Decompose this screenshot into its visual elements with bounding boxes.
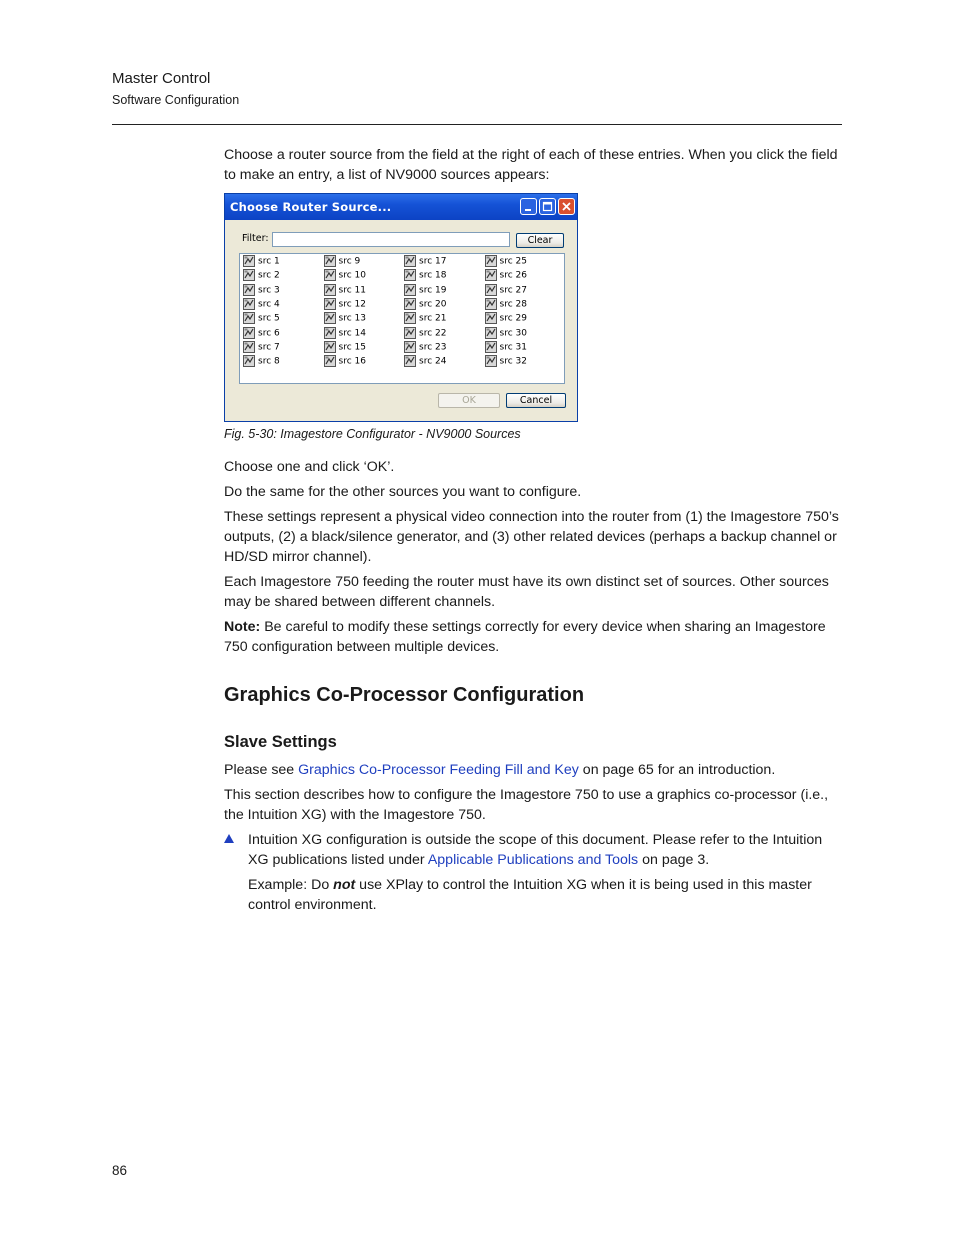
source-list-item[interactable] <box>485 269 527 283</box>
source-list-item[interactable] <box>243 298 280 312</box>
router-source-icon <box>243 269 255 281</box>
router-source-icon <box>404 341 416 353</box>
source-label: src 2 <box>258 270 280 281</box>
source-label: src 20 <box>419 299 447 310</box>
router-source-icon <box>404 269 416 281</box>
source-label: src 17 <box>419 256 447 267</box>
source-list-item[interactable] <box>243 355 280 369</box>
source-list-item[interactable] <box>404 355 446 369</box>
router-source-icon <box>485 298 497 310</box>
router-source-icon <box>404 284 416 296</box>
source-label: src 13 <box>338 313 366 324</box>
source-label: src 9 <box>338 256 361 267</box>
section-heading: Graphics Co-Processor Configuration <box>224 684 585 706</box>
filter-label: Filter: <box>242 233 269 244</box>
source-list-item[interactable] <box>324 355 366 369</box>
source-list-item[interactable] <box>404 312 446 326</box>
source-label: src 1 <box>258 256 280 267</box>
source-label: src 27 <box>499 285 527 296</box>
source-list-item[interactable] <box>243 312 280 326</box>
source-label: src 26 <box>499 270 527 281</box>
source-label: src 31 <box>499 342 527 353</box>
router-source-icon <box>243 312 255 324</box>
clear-button[interactable]: Clear <box>516 233 564 248</box>
minimize-icon <box>521 199 536 214</box>
router-source-icon <box>243 255 255 267</box>
dialog-title: Choose Router Source... <box>230 200 392 214</box>
router-source-icon <box>404 327 416 339</box>
source-list-item[interactable] <box>243 341 280 355</box>
source-list-item[interactable] <box>404 298 446 312</box>
source-list-item[interactable] <box>404 284 446 298</box>
source-label: src 8 <box>258 356 280 367</box>
source-list-item[interactable] <box>485 284 527 298</box>
router-source-icon <box>485 355 497 367</box>
router-source-icon <box>485 341 497 353</box>
router-source-icon <box>485 327 497 339</box>
source-list-item[interactable] <box>243 269 280 283</box>
ok-button[interactable]: OK <box>438 393 500 408</box>
paragraph-describes: This section describes how to configure the Imagestore 750 to use a graphics co-processor (i.e., the Intuition XG) with the Imagestore 750. <box>224 787 829 823</box>
source-label: src 23 <box>419 342 447 353</box>
source-list-item[interactable] <box>485 341 527 355</box>
body-text-block <box>224 457 842 657</box>
choose-router-source-dialog <box>224 193 578 422</box>
source-list-item[interactable] <box>404 341 446 355</box>
paragraph-distinct: Each Imagestore 750 feeding the router must have its own distinct set of sources. Other sources may be shared between different channels. <box>224 574 829 610</box>
source-label: src 10 <box>338 270 366 281</box>
figure-caption: Fig. 5-30: Imagestore Configurator - NV9000 Sources <box>224 427 521 441</box>
source-list-item[interactable] <box>485 298 527 312</box>
source-label: src 21 <box>419 313 447 324</box>
dialog-titlebar[interactable] <box>225 194 577 220</box>
example-text-after: use XPlay to control the Intuition XG when it is being used in this master control environment. <box>248 877 812 913</box>
source-label: src 19 <box>419 285 447 296</box>
source-list[interactable] <box>239 253 565 384</box>
router-source-icon <box>243 355 255 367</box>
router-source-icon <box>324 269 336 281</box>
paragraph-see <box>224 760 842 780</box>
source-list-item[interactable] <box>404 255 446 269</box>
router-source-icon <box>324 341 336 353</box>
router-source-icon <box>324 255 336 267</box>
router-source-icon <box>404 255 416 267</box>
close-icon <box>559 199 574 214</box>
source-label: src 5 <box>258 313 280 324</box>
source-label: src 28 <box>499 299 527 310</box>
bullet-text-before: Intuition XG configuration is outside the scope of this document. Please refer to the Intuition XG publications listed under <box>248 832 823 868</box>
router-source-icon <box>324 327 336 339</box>
source-label: src 14 <box>338 328 366 338</box>
header-rule <box>112 124 842 125</box>
note-label: Note: <box>224 619 261 635</box>
router-source-icon <box>404 298 416 310</box>
paragraph-settings: These settings represent a physical video connection into the router from (1) the Imagestore 750’s outputs, (2) a black/silence generator, and (3) other related devices (perhaps a backup channel or HD/SD mirror channel). <box>224 509 839 565</box>
source-label: src 12 <box>338 299 366 310</box>
router-source-icon <box>243 298 255 310</box>
source-list-item[interactable] <box>324 298 366 312</box>
source-list-item[interactable] <box>485 355 527 369</box>
router-source-icon <box>404 312 416 324</box>
paragraph-repeat: Do the same for the other sources you want to configure. <box>224 484 582 500</box>
source-label: src 15 <box>338 342 366 353</box>
router-source-icon <box>404 355 416 367</box>
source-list-item[interactable] <box>324 341 366 355</box>
source-list-item[interactable] <box>485 327 527 341</box>
note-text: Be careful to modify these settings correctly for every device when sharing an Imagestore 750 configuration between multiple devices. <box>224 619 826 655</box>
link-applicable-publications[interactable]: Applicable Publications and Tools <box>427 852 639 868</box>
bullet-block <box>248 830 842 915</box>
source-list-item[interactable] <box>324 312 366 326</box>
source-list-item[interactable] <box>324 255 361 269</box>
running-header-title: Master Control <box>112 70 211 87</box>
bullet-item <box>248 830 842 870</box>
source-label: src 3 <box>258 285 280 296</box>
source-list-item[interactable] <box>324 327 366 341</box>
source-list-item[interactable] <box>404 269 446 283</box>
source-label: src 18 <box>419 270 447 281</box>
minimize-button[interactable] <box>520 198 537 215</box>
source-label: src 30 <box>499 328 527 338</box>
close-button[interactable] <box>558 198 575 215</box>
maximize-icon <box>540 199 555 214</box>
source-label: src 25 <box>499 256 527 267</box>
source-label: src 16 <box>338 356 366 367</box>
router-source-icon <box>243 327 255 339</box>
router-source-icon <box>243 341 255 353</box>
source-list-item[interactable] <box>324 284 366 298</box>
router-source-icon <box>324 312 336 324</box>
example-text-before: Example: Do <box>248 877 334 893</box>
maximize-button[interactable] <box>539 198 556 215</box>
source-label: src 29 <box>499 313 527 324</box>
router-source-icon <box>485 312 497 324</box>
see-text-after: on page 65 for an introduction. <box>578 762 776 778</box>
source-label: src 6 <box>258 328 280 338</box>
router-source-icon <box>485 269 497 281</box>
source-list-item[interactable] <box>485 312 527 326</box>
source-label: src 22 <box>419 328 447 338</box>
source-label: src 24 <box>419 356 447 367</box>
router-source-icon <box>485 255 497 267</box>
running-header-subtitle: Software Configuration <box>112 93 240 107</box>
page-number: 86 <box>112 1163 128 1178</box>
intro-paragraph <box>224 145 842 185</box>
intro-text: Choose a router source from the field at the right of each of these entries. When you click the field to make an entry, a list of NV9000 sources appears: <box>224 147 838 183</box>
source-label: src 4 <box>258 299 280 310</box>
slave-settings-block <box>224 760 842 825</box>
source-list-item[interactable] <box>324 269 366 283</box>
filter-input[interactable] <box>272 232 510 247</box>
source-label: src 32 <box>499 356 527 367</box>
router-source-icon <box>485 284 497 296</box>
bullet-text-after: on page 3. <box>638 852 710 868</box>
router-source-icon <box>324 298 336 310</box>
source-list-item[interactable] <box>243 284 280 298</box>
router-source-icon <box>324 355 336 367</box>
router-source-icon <box>324 284 336 296</box>
source-label: src 7 <box>258 342 280 353</box>
router-source-icon <box>243 284 255 296</box>
paragraph-note <box>224 617 842 657</box>
cancel-button[interactable]: Cancel <box>506 393 566 408</box>
source-list-item[interactable] <box>404 327 446 341</box>
example-emphasis: not <box>333 877 356 893</box>
link-feeding-fill-key[interactable]: Graphics Co-Processor Feeding Fill and Key <box>298 762 579 778</box>
source-list-item[interactable] <box>243 327 280 341</box>
source-label: src 11 <box>338 285 366 296</box>
paragraph-choose: Choose one and click ‘OK’. <box>224 459 395 475</box>
caution-triangle-icon <box>224 834 234 843</box>
source-list-item[interactable] <box>485 255 527 269</box>
dialog-body <box>228 220 574 418</box>
source-list-item[interactable] <box>243 255 280 269</box>
example-paragraph <box>248 875 842 915</box>
see-text-before: Please see <box>224 762 299 778</box>
subsection-heading: Slave Settings <box>224 733 337 751</box>
